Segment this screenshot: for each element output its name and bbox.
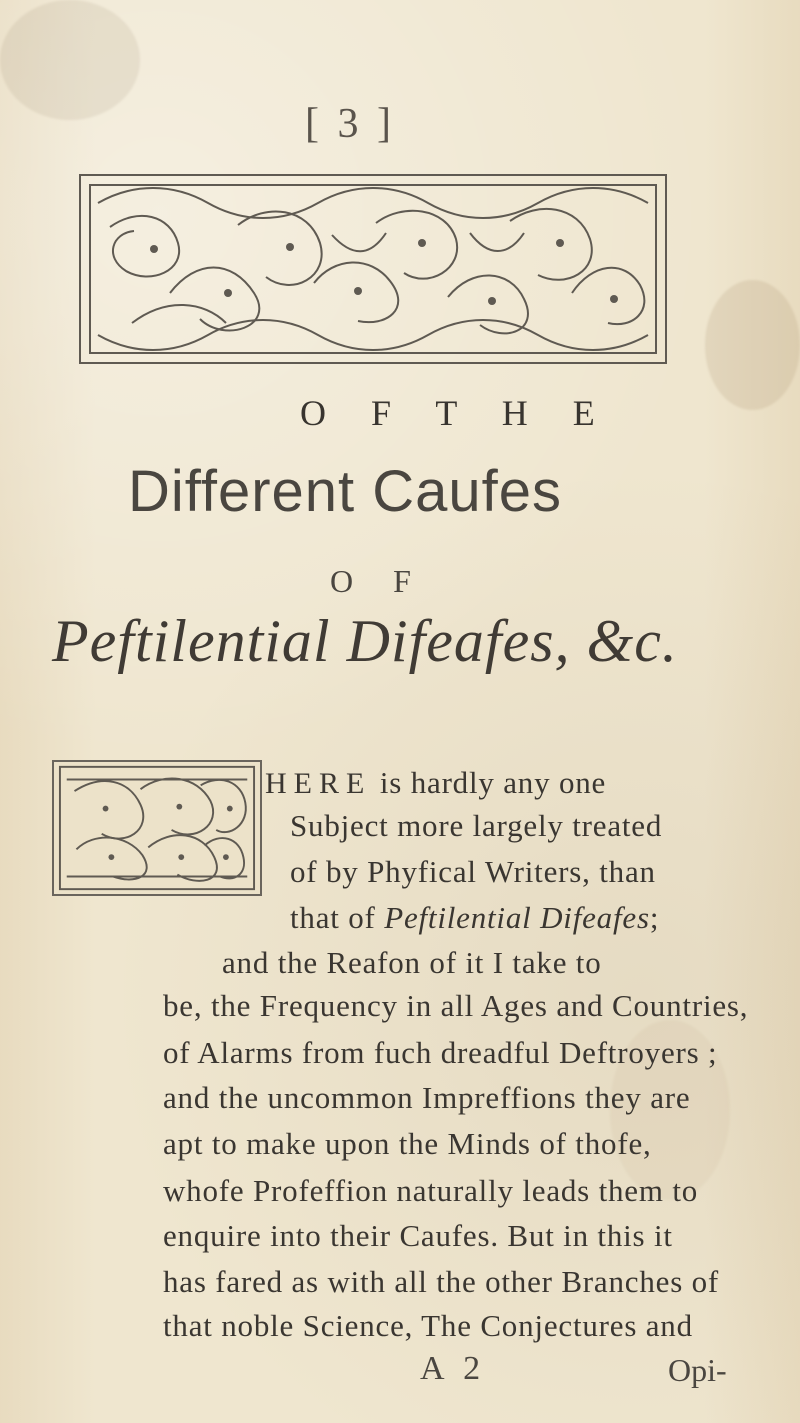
body-line-1-part-1: HERE bbox=[265, 767, 372, 800]
body-line-4-part-1: that of bbox=[290, 900, 385, 935]
body-line-1-part-2: is hardly any one bbox=[371, 765, 607, 800]
title-line-1: O F T H E bbox=[300, 393, 613, 433]
catchword: Opi- bbox=[668, 1352, 727, 1388]
body-line-5: and the Reafon of it I take to bbox=[222, 945, 602, 980]
page-number: [ 3 ] bbox=[305, 101, 395, 147]
body-line-12: has fared as with all the other Branches of bbox=[163, 1264, 720, 1299]
body-line-9: apt to make upon the Minds of thofe, bbox=[163, 1126, 652, 1161]
signature-mark: A 2 bbox=[420, 1350, 487, 1387]
body-line-4 bbox=[290, 902, 659, 933]
body-line-10: whofe Profeffion naturally leads them to bbox=[163, 1173, 699, 1208]
body-line-7: of Alarms from fuch dreadful Deftroyers ; bbox=[163, 1035, 718, 1070]
body-line-4-part-2: Peftilential Difeafes bbox=[384, 900, 650, 935]
title-line-2: Different Caufes bbox=[128, 459, 563, 524]
body-line-6: be, the Frequency in all Ages and Countries, bbox=[163, 988, 749, 1023]
body-line-8: and the uncommon Impreffions they are bbox=[163, 1080, 691, 1115]
body-line-13: that noble Science, The Conjectures and bbox=[163, 1308, 693, 1343]
body-line-4-part-3: ; bbox=[649, 900, 660, 935]
title-line-4: Peftilential Difeafes, &c. bbox=[52, 608, 678, 674]
title-line-3: O F bbox=[330, 563, 427, 599]
body-line-11: enquire into their Caufes. But in this it bbox=[163, 1218, 673, 1253]
body-line-1 bbox=[265, 767, 765, 799]
body-line-2: Subject more largely treated bbox=[290, 808, 663, 843]
body-line-3: of by Phyfical Writers, than bbox=[290, 854, 656, 889]
